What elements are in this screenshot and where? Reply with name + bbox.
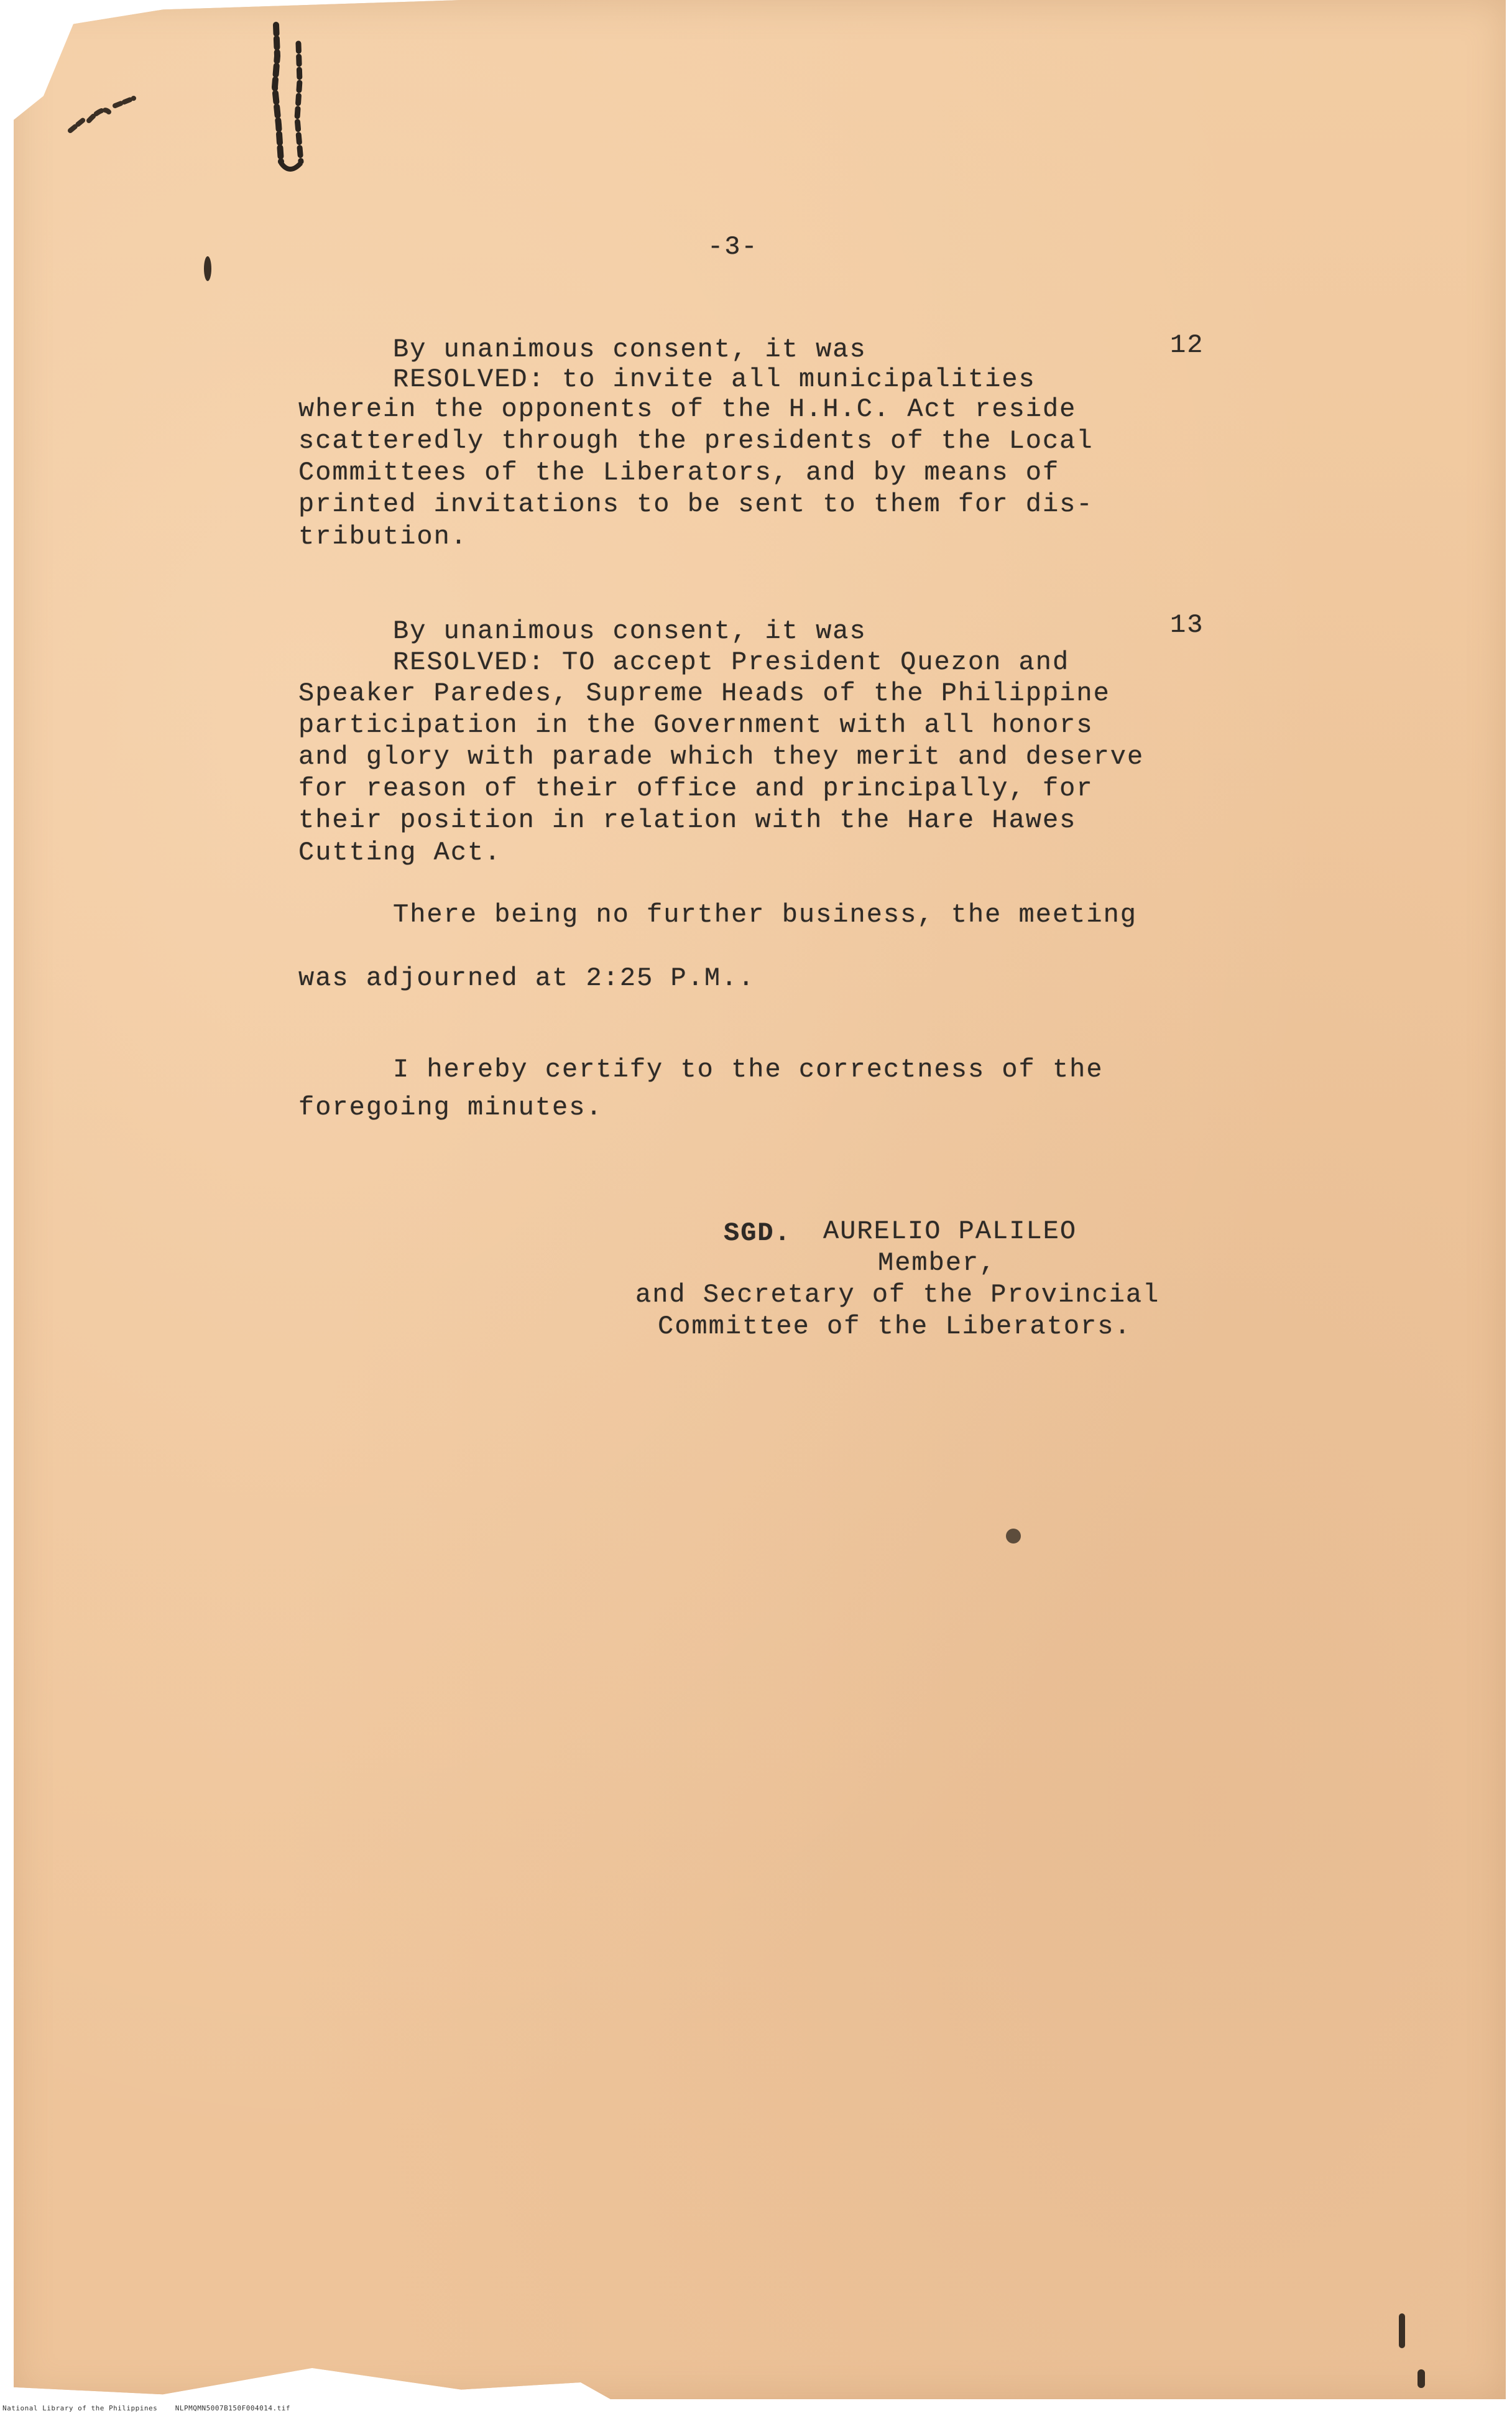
- signatory-name: AURELIO PALILEO: [823, 1216, 1077, 1246]
- resolution-line: Cutting Act.: [298, 838, 502, 868]
- signatory-title: and Secretary of the Provincial: [635, 1280, 1160, 1310]
- certification-line: I hereby certify to the correctness of the: [393, 1055, 1104, 1085]
- file-name: NLPMQMN5007B150F004014.tif: [175, 2404, 290, 2412]
- ink-speck: [204, 256, 211, 281]
- resolution-line: Committees of the Liberators, and by means of: [298, 458, 1060, 488]
- resolution-line: and glory with parade which they merit and deserve: [298, 742, 1145, 772]
- item-number: 12: [1170, 330, 1204, 360]
- signatory-title: Member,: [878, 1248, 997, 1278]
- staple-mark-icon: [269, 19, 312, 174]
- item-number: 13: [1170, 610, 1204, 640]
- resolution-intro: By unanimous consent, it was: [393, 616, 867, 646]
- resolution-line: their position in relation with the Hare Hawes: [298, 805, 1077, 835]
- adjournment-line: was adjourned at 2:25 P.M..: [298, 963, 755, 993]
- ink-speck: [1418, 2369, 1425, 2388]
- resolution-line: wherein the opponents of the H.H.C. Act reside: [298, 394, 1077, 424]
- source-label: National Library of the Philippines: [2, 2404, 158, 2412]
- resolution-line: tribution.: [298, 522, 468, 552]
- resolution-line: RESOLVED: to invite all municipalities: [393, 364, 1036, 394]
- resolution-line: RESOLVED: TO accept President Quezon and: [393, 647, 1070, 677]
- page-number: -3-: [708, 232, 758, 262]
- resolution-line: printed invitations to be sent to them for dis-: [298, 489, 1094, 519]
- resolution-line: scatteredly through the presidents of the Local: [298, 426, 1094, 456]
- resolution-line: for reason of their office and principally, for: [298, 774, 1094, 803]
- pen-scribble-icon: [65, 93, 140, 143]
- resolution-line: Speaker Paredes, Supreme Heads of the Philippine: [298, 678, 1110, 708]
- scan-caption: [2, 2404, 290, 2412]
- resolution-line: participation in the Government with all honors: [298, 710, 1094, 740]
- adjournment-line: There being no further business, the meeting: [393, 900, 1137, 930]
- signatory-title: Committee of the Liberators.: [658, 1312, 1132, 1341]
- ink-speck: [1006, 1529, 1021, 1544]
- resolution-intro: By unanimous consent, it was: [393, 335, 867, 364]
- certification-line: foregoing minutes.: [298, 1093, 603, 1122]
- signature-prefix: SGD.: [724, 1218, 791, 1248]
- ink-speck: [1399, 2313, 1405, 2348]
